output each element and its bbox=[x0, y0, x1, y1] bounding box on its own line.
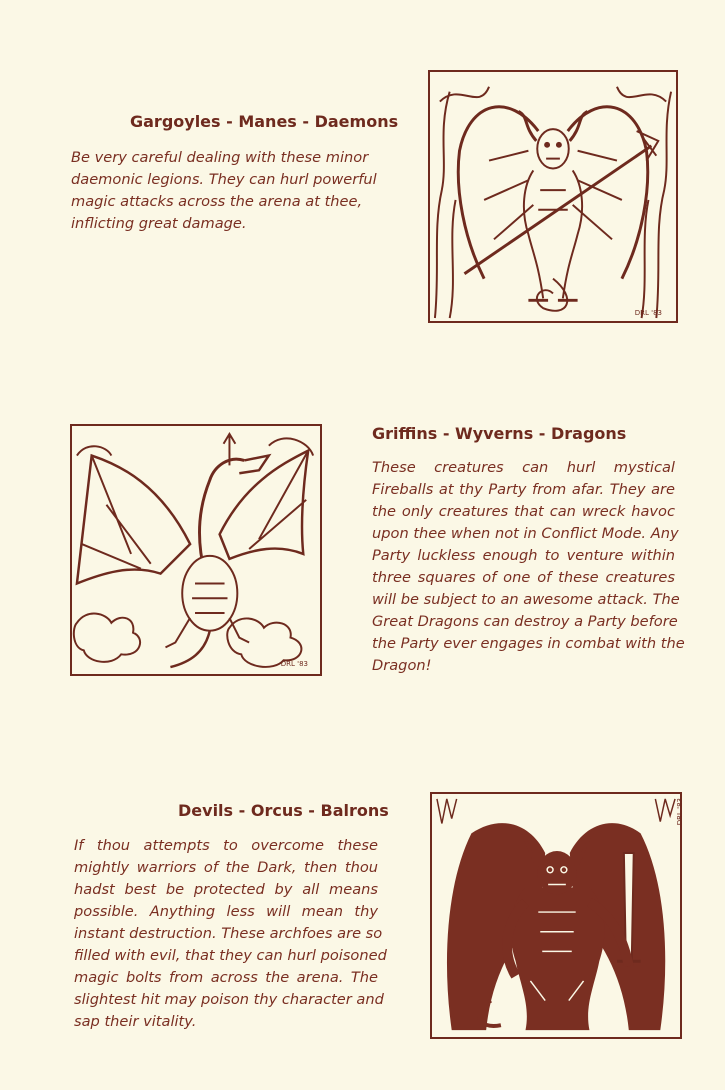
devil-drawing bbox=[432, 794, 680, 1037]
text-line: possible. Anything less will mean thy bbox=[74, 903, 378, 920]
text-line: the only creatures that can wreck havoc bbox=[372, 503, 675, 520]
section-title-daemons: Gargoyles - Manes - Daemons bbox=[130, 112, 399, 131]
devil-illustration bbox=[430, 792, 682, 1039]
text-line: instant destruction. These archfoes are so bbox=[74, 925, 383, 942]
text-line: These creatures can hurl mystical bbox=[372, 459, 675, 476]
section-title-devils: Devils - Orcus - Balrons bbox=[178, 801, 389, 820]
daemon-drawing bbox=[430, 72, 676, 321]
text-line: magic attacks across the arena at thee, bbox=[71, 193, 363, 210]
section-text-daemons bbox=[71, 147, 376, 235]
text-line: If thou attempts to overcome these bbox=[74, 837, 378, 854]
text-line: Be very careful dealing with these minor bbox=[71, 149, 369, 166]
artist-signature: DRL '83 bbox=[634, 309, 662, 317]
text-line: inflicting great damage. bbox=[71, 215, 247, 232]
artist-signature: DRL '83 bbox=[676, 798, 684, 826]
text-line: sap their vitality. bbox=[74, 1013, 197, 1030]
text-line: the Party ever engages in combat with the bbox=[372, 635, 685, 652]
text-line: three squares of one of these creatures bbox=[372, 569, 675, 586]
dragon-drawing bbox=[72, 426, 320, 674]
text-line: Fireballs at thy Party from afar. They are bbox=[372, 481, 675, 498]
artist-signature: DRL '83 bbox=[280, 660, 308, 668]
text-line: daemonic legions. They can hurl powerful bbox=[71, 171, 377, 188]
text-line: filled with evil, that they can hurl poisoned bbox=[74, 947, 387, 964]
text-line: hadst best be protected by all means bbox=[74, 881, 378, 898]
daemon-illustration bbox=[428, 70, 678, 323]
section-text-dragons bbox=[372, 457, 685, 677]
section-title-dragons: Griffins - Wyverns - Dragons bbox=[372, 424, 627, 443]
text-line: Dragon! bbox=[372, 657, 432, 674]
text-line: Party luckless enough to venture within bbox=[372, 547, 675, 564]
text-line: upon thee when not in Conflict Mode. Any bbox=[372, 525, 679, 542]
text-line: mightly warriors of the Dark, then thou bbox=[74, 859, 378, 876]
text-line: slightest hit may poison thy character and bbox=[74, 991, 384, 1008]
text-line: will be subject to an awesome attack. The bbox=[372, 591, 680, 608]
text-line: Great Dragons can destroy a Party before bbox=[372, 613, 678, 630]
text-line: magic bolts from across the arena. The bbox=[74, 969, 378, 986]
section-text-devils bbox=[74, 835, 387, 1033]
dragon-illustration bbox=[70, 424, 322, 676]
